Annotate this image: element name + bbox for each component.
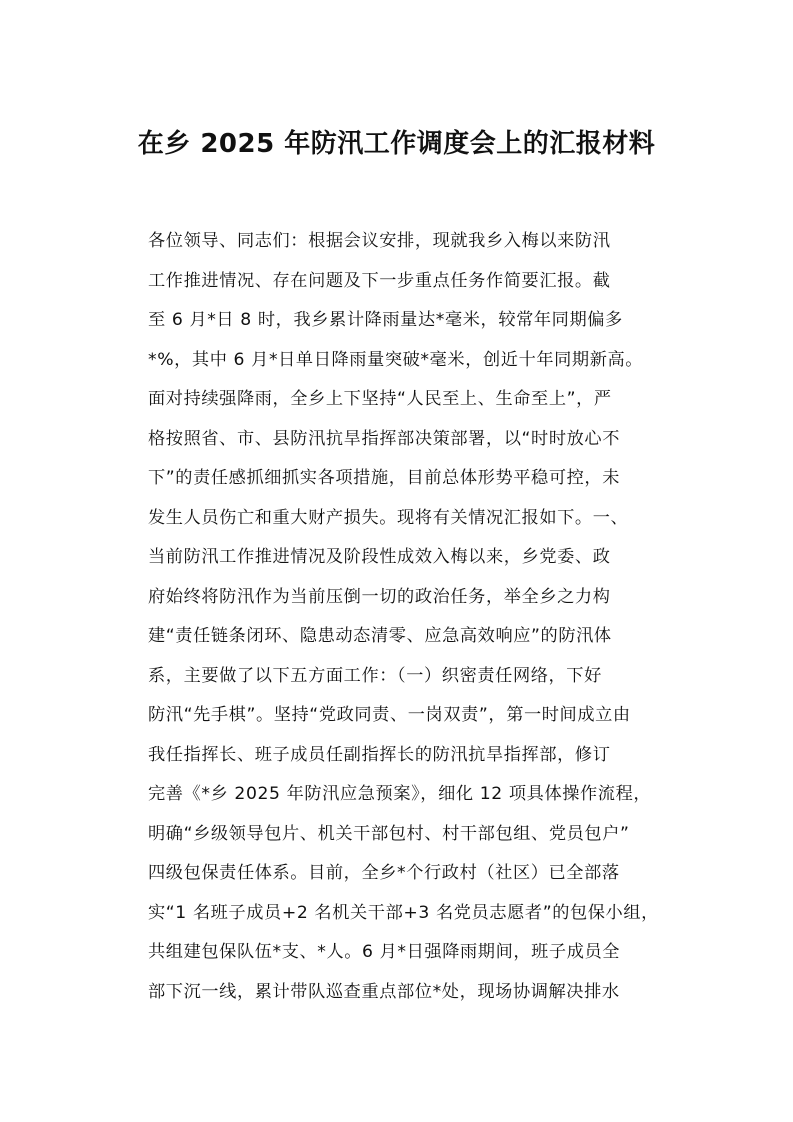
text-line: 各位领导、同志们：根据会议安排，现就我乡入梅以来防汛	[148, 231, 611, 251]
text-line: 防汛“先手棋”。坚持“党政同责、一岗双责”，第一时间成立由	[148, 705, 631, 725]
text-line: *%，其中 6 月*日单日降雨量突破*毫米，创近十年同期新高。	[148, 349, 644, 370]
text-line: 实“1 名班子成员+2 名机关干部+3 名党员志愿者”的包保小组，	[148, 902, 659, 923]
text-line: 至 6 月*日 8 时，我乡累计降雨量达*毫米，较常年同期偏多	[148, 310, 623, 330]
text-line: 当前防汛工作推进情况及阶段性成效入梅以来，乡党委、政	[148, 547, 611, 567]
body-paragraph	[148, 222, 658, 1012]
page-title: 在乡 2025 年防汛工作调度会上的汇报材料	[137, 129, 656, 159]
text-line: 完善《*乡 2025 年防汛应急预案》，细化 12 项具体操作流程，	[148, 784, 652, 804]
text-line: 下”的责任感抓细抓实各项措施，目前总体形势平稳可控，未	[148, 468, 620, 488]
text-line: 面对持续强降雨，全乡上下坚持“人民至上、生命至上”，严	[148, 389, 612, 409]
text-line: 建“责任链条闭环、隐患动态清零、应急高效响应”的防汛体	[148, 626, 612, 646]
text-line: 明确“乡级领导包片、机关干部包村、村干部包组、党员包户”	[148, 823, 630, 844]
text-line: 工作推进情况、存在问题及下一步重点任务作简要汇报。截	[148, 270, 611, 291]
text-line: 我任指挥长、班子成员任副指挥长的防汛抗旱指挥部，修订	[148, 744, 611, 765]
text-line: 格按照省、市、县防汛抗旱指挥部决策部署，以“时时放心不	[148, 428, 620, 449]
text-line: 四级包保责任体系。目前，全乡*个行政村（社区）已全部落	[148, 863, 620, 883]
text-line: 部下沉一线，累计带队巡查重点部位*处，现场协调解决排水	[148, 981, 620, 1002]
text-line: 发生人员伤亡和重大财产损失。现将有关情况汇报如下。一、	[148, 507, 629, 528]
text-line: 系，主要做了以下五方面工作：（一）织密责任网络，下好	[148, 665, 602, 686]
text-line: 府始终将防汛作为当前压倒一切的政治任务，举全乡之力构	[148, 586, 611, 607]
text-line: 共组建包保队伍*支、*人。6 月*日强降雨期间，班子成员全	[148, 942, 621, 962]
